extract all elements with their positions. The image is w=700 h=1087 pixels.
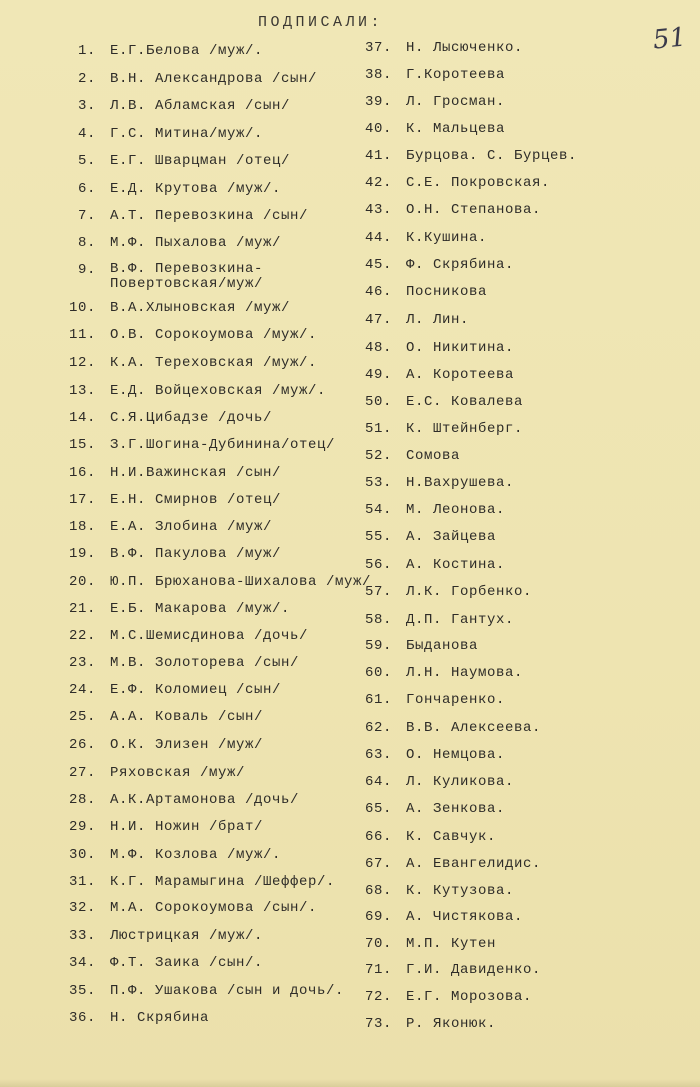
signature-entry — [0, 121, 505, 137]
entry-name: Сомова — [406, 448, 461, 464]
entry-number: 7. — [77, 208, 96, 224]
entry-name: Н. Лысюченко. — [406, 40, 524, 56]
entry-number: 11. — [68, 327, 96, 343]
entry-number: 38. — [364, 67, 392, 83]
entry-name: Е.Б. Макарова /муж/. — [110, 601, 291, 617]
entry-name: А.А. Коваль /сын/ — [110, 709, 264, 725]
entry-number: 37. — [364, 40, 392, 56]
entry-name: З.Г.Шогина-Дубинина/отец/ — [110, 437, 336, 453]
entry-name: Г.С. Митина/муж/. — [110, 126, 264, 142]
entry-number: 13. — [68, 383, 96, 399]
entry-number: 32. — [68, 900, 96, 916]
entry-name: Л.В. Абламская /сын/ — [110, 98, 291, 114]
entry-number: 63. — [364, 747, 392, 763]
entry-number: 28. — [68, 792, 96, 808]
entry-name: Г.И. Давиденко. — [406, 962, 542, 978]
signature-entry — [0, 909, 523, 925]
entry-number: 19. — [68, 546, 96, 562]
entry-name: С.Я.Цибадзе /дочь/ — [110, 410, 273, 426]
entry-name: М.П. Кутен — [406, 936, 497, 952]
signature-entry — [0, 856, 541, 872]
signature-entry — [0, 448, 460, 464]
entry-number: 59. — [364, 638, 392, 654]
entry-name: Е.С. Ковалева — [406, 394, 524, 410]
entry-name: Е.А. Злобина /муж/ — [110, 519, 273, 535]
paper-edge-shadow — [0, 1079, 700, 1087]
entry-number: 29. — [68, 819, 96, 835]
entry-name: А. Евангелидис. — [406, 856, 542, 872]
entry-number: 51. — [364, 421, 392, 437]
signature-entry — [0, 421, 523, 437]
signature-entry — [0, 67, 505, 83]
entry-number: 65. — [364, 801, 392, 817]
entry-number: 57. — [364, 584, 392, 600]
signature-entry — [0, 230, 487, 246]
entry-name: К. Кутузова. — [406, 883, 515, 899]
entry-name: В.В. Алексеева. — [406, 720, 542, 736]
entry-name: Г.Коротеева — [406, 67, 506, 83]
signature-entry — [0, 202, 541, 218]
entry-number: 14. — [68, 410, 96, 426]
signature-entry — [0, 94, 505, 110]
entry-name: А. Зенкова. — [406, 801, 506, 817]
entry-name: К.А. Тереховская /муж/. — [110, 355, 318, 371]
entry-number: 25. — [68, 709, 96, 725]
entry-name: А. Коротеева — [406, 367, 515, 383]
entry-name: О.К. Элизен /муж/ — [110, 737, 264, 753]
entry-number: 5. — [77, 153, 96, 169]
entry-number: 26. — [68, 737, 96, 753]
entry-number: 52. — [364, 448, 392, 464]
entry-number: 23. — [68, 655, 96, 671]
signature-entry — [0, 692, 505, 708]
signature-entry — [0, 962, 541, 978]
entry-name: О. Никитина. — [406, 340, 515, 356]
entry-name: О.В. Сорокоумова /муж/. — [110, 327, 318, 343]
signature-entry — [0, 257, 514, 273]
entry-name: Л.К. Горбенко. — [406, 584, 533, 600]
entry-name: В.Н. Александрова /сын/ — [110, 71, 318, 87]
entry-number: 45. — [364, 257, 392, 273]
entry-name: Е.Ф. Коломиец /сын/ — [110, 682, 282, 698]
signature-entry — [0, 394, 523, 410]
signature-entry — [0, 936, 496, 952]
entry-name: М.Ф. Пыхалова /муж/ — [110, 235, 282, 251]
entry-name: А.Т. Перевозкина /сын/ — [110, 208, 309, 224]
entry-name: К. Штейнберг. — [406, 421, 524, 437]
entry-name: А. Чистякова. — [406, 909, 524, 925]
entry-number: 35. — [68, 983, 96, 999]
entry-number: 55. — [364, 529, 392, 545]
entry-number: 9. — [77, 262, 96, 278]
signature-entry — [0, 720, 541, 736]
entry-name: М.А. Сорокоумова /сын/. — [110, 900, 318, 916]
entry-number: 18. — [68, 519, 96, 535]
entry-name: Н.Вахрушева. — [406, 475, 515, 491]
signature-entry — [0, 883, 514, 899]
signature-entry — [0, 801, 505, 817]
entry-number: 4. — [77, 126, 96, 142]
entry-name: Л. Гросман. — [406, 94, 506, 110]
signature-entry — [0, 612, 514, 628]
signature-entry — [0, 1016, 496, 1032]
entry-number: 16. — [68, 465, 96, 481]
entry-name: Д.П. Гантух. — [406, 612, 515, 628]
entry-number: 6. — [77, 181, 96, 197]
signature-entry — [0, 40, 523, 56]
entry-number: 8. — [77, 235, 96, 251]
entry-name: С.Е. Покровская. — [406, 175, 551, 191]
entry-name: М.С.Шемисдинова /дочь/ — [110, 628, 309, 644]
entry-number: 60. — [364, 665, 392, 681]
entry-name: В.А.Хлыновская /муж/ — [110, 300, 291, 316]
entry-name: О.Н. Степанова. — [406, 202, 542, 218]
entry-name: М.Ф. Козлова /муж/. — [110, 847, 282, 863]
entry-number: 66. — [364, 829, 392, 845]
entry-number: 10. — [68, 300, 96, 316]
entry-number: 3. — [77, 98, 96, 114]
entry-number: 50. — [364, 394, 392, 410]
signature-entry — [0, 340, 514, 356]
entry-name: А. Зайцева — [406, 529, 497, 545]
entry-name: Посникова — [406, 284, 488, 300]
entry-number: 39. — [364, 94, 392, 110]
entry-number: 33. — [68, 928, 96, 944]
entry-name: Ф.Т. Заика /сын/. — [110, 955, 264, 971]
entry-number: 17. — [68, 492, 96, 508]
entry-name: Н.И. Ножин /брат/ — [110, 819, 264, 835]
entry-number: 49. — [364, 367, 392, 383]
entry-number: 36. — [68, 1010, 96, 1026]
entry-name: Л. Куликова. — [406, 774, 515, 790]
entry-name: Быданова — [406, 638, 479, 654]
entry-number: 47. — [364, 312, 392, 328]
entry-number: 53. — [364, 475, 392, 491]
entry-name: В.Ф. Перевозкина- Повертовская/муж/ — [110, 261, 264, 292]
entry-name: К. Мальцева — [406, 121, 506, 137]
signature-entry — [0, 148, 577, 164]
entry-number: 70. — [364, 936, 392, 952]
entry-name: Е.Г.Белова /муж/. — [110, 43, 264, 59]
entry-name: П.Ф. Ушакова /сын и дочь/. — [110, 983, 345, 999]
signature-entry — [0, 638, 478, 654]
entry-name: Р. Яконюк. — [406, 1016, 497, 1032]
entry-name: Ф. Скрябина. — [406, 257, 515, 273]
entry-name: М. Леонова. — [406, 502, 506, 518]
entry-name: Е.Н. Смирнов /отец/ — [110, 492, 282, 508]
signature-entry — [0, 829, 496, 845]
signature-entry — [0, 312, 469, 328]
entry-name: Н. Скрябина — [110, 1010, 210, 1026]
entry-name: Гончаренко. — [406, 692, 506, 708]
signature-entry — [0, 557, 505, 573]
entry-name: К. Савчук. — [406, 829, 497, 845]
entry-name: Е.Г. Шварцман /отец/ — [110, 153, 291, 169]
entry-number: 40. — [364, 121, 392, 137]
entry-name: Ю.П. Брюханова-Шихалова /муж/ — [110, 574, 372, 590]
signature-entry — [0, 989, 532, 1005]
entry-name: К.Кушина. — [406, 230, 488, 246]
entry-name: Л.Н. Наумова. — [406, 665, 524, 681]
entry-number: 42. — [364, 175, 392, 191]
entry-number: 44. — [364, 230, 392, 246]
entry-name: О. Немцова. — [406, 747, 506, 763]
signature-entry — [0, 774, 514, 790]
entry-name: Н.И.Важинская /сын/ — [110, 465, 282, 481]
entry-number: 43. — [364, 202, 392, 218]
entry-number: 68. — [364, 883, 392, 899]
entry-name: А. Костина. — [406, 557, 506, 573]
entry-name: К.Г. Марамыгина /Шеффер/. — [110, 874, 336, 890]
entry-number: 24. — [68, 682, 96, 698]
entry-number: 64. — [364, 774, 392, 790]
entry-name: Бурцова. С. Бурцев. — [406, 148, 578, 164]
entry-number: 73. — [364, 1016, 392, 1032]
entry-number: 72. — [364, 989, 392, 1005]
entry-name: В.Ф. Пакулова /муж/ — [110, 546, 282, 562]
entry-number: 67. — [364, 856, 392, 872]
entry-number: 46. — [364, 284, 392, 300]
page-title: ПОДПИСАЛИ: — [258, 14, 384, 31]
entry-number: 69. — [364, 909, 392, 925]
entry-name: А.К.Артамонова /дочь/ — [110, 792, 300, 808]
entry-number: 27. — [68, 765, 96, 781]
signature-entry — [0, 584, 532, 600]
entry-name: М.В. Золоторева /сын/ — [110, 655, 300, 671]
signature-entry — [0, 529, 496, 545]
entry-number: 54. — [364, 502, 392, 518]
entry-number: 20. — [68, 574, 96, 590]
entry-name: Л. Лин. — [406, 312, 470, 328]
signature-entry — [0, 175, 550, 191]
entry-number: 61. — [364, 692, 392, 708]
entry-number: 30. — [68, 847, 96, 863]
entry-number: 48. — [364, 340, 392, 356]
entry-number: 62. — [364, 720, 392, 736]
entry-number: 31. — [68, 874, 96, 890]
entry-name: Е.Д. Крутова /муж/. — [110, 181, 282, 197]
signature-entry — [0, 502, 505, 518]
entry-name: Е.Г. Морозова. — [406, 989, 533, 1005]
entry-number: 22. — [68, 628, 96, 644]
entry-number: 1. — [77, 43, 96, 59]
entry-number: 56. — [364, 557, 392, 573]
signature-entry — [0, 284, 487, 300]
entry-name: Ряховская /муж/ — [110, 765, 246, 781]
signature-entry — [0, 747, 505, 763]
entry-number: 41. — [364, 148, 392, 164]
signature-entry — [0, 665, 523, 681]
entry-number: 34. — [68, 955, 96, 971]
signature-entry — [0, 367, 514, 383]
entry-name: Е.Д. Войцеховская /муж/. — [110, 383, 327, 399]
entry-number: 21. — [68, 601, 96, 617]
entry-number: 12. — [68, 355, 96, 371]
entry-number: 2. — [77, 71, 96, 87]
entry-number: 71. — [364, 962, 392, 978]
entry-number: 58. — [364, 612, 392, 628]
signature-entry — [0, 475, 514, 491]
entry-name: Люстрицкая /муж/. — [110, 928, 264, 944]
entry-number: 15. — [68, 437, 96, 453]
handwritten-page-number: 51 — [651, 22, 688, 56]
